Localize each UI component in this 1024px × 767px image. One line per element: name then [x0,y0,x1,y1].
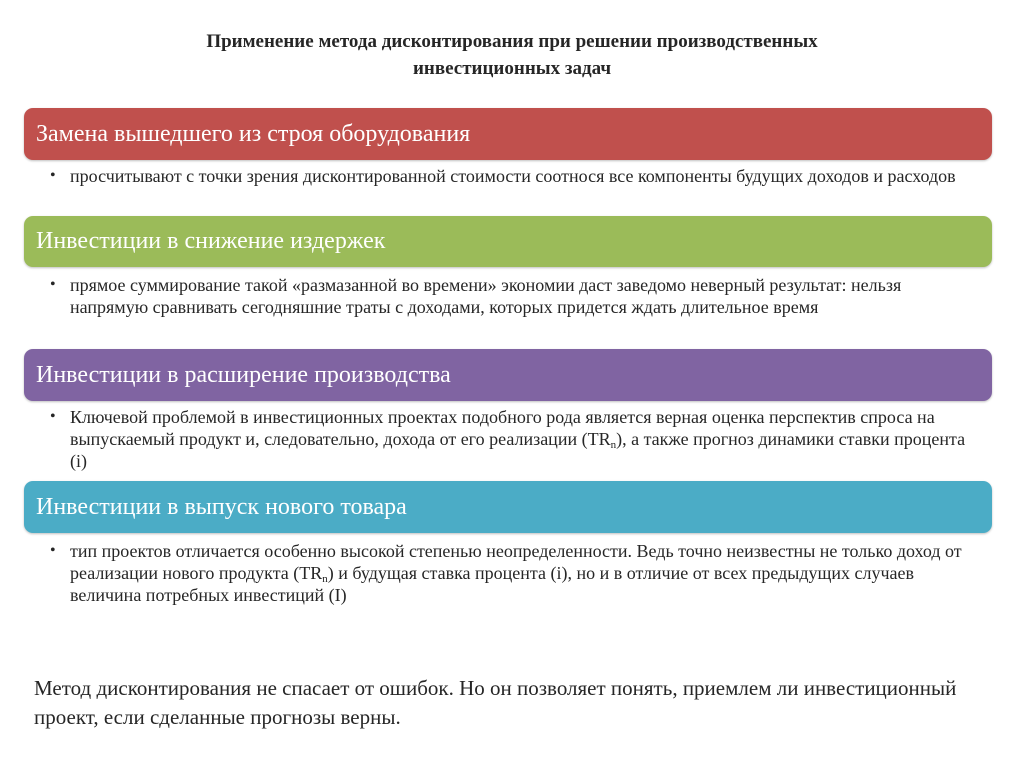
slide-title [80,28,944,82]
bullet-text-subscript: n [610,439,617,451]
bullet-item [46,274,976,318]
section-header-equipment-replacement [24,108,992,160]
section-header-label: Инвестиции в снижение издержек [36,228,386,254]
slide-title-line-1: Применение метода дисконтирования при решении производственных [206,31,818,52]
bullet-marker: • [50,408,56,425]
bullet-text: просчитывают с точки зрения дисконтированной стоимости соотнося все компоненты будущих доходов и расходов [70,166,956,186]
bullet-marker: • [50,542,56,559]
bullet-text-part: ), а также прогноз динамики ставки процента (i) [70,429,966,471]
bullet-text: прямое суммирование такой «размазанной во времени» экономии даст заведомо неверный результат: нельзя напрямую сравнивать сегодняшние траты с доходами, которых придется ждать длительное время [70,275,902,317]
section-header-new-product [24,481,992,533]
section-header-label: Инвестиции в выпуск нового товара [36,493,407,520]
bullet-text-part: тип проектов отличается особенно высокой степенью неопределенности. Ведь точно неизвестны не только доход от реализации нового продукта (TR [70,541,962,583]
bullet-marker: • [50,276,56,293]
bullet-text [70,406,976,472]
section-header-label: Замена вышедшего из строя оборудования [36,120,471,147]
conclusion-text: Метод дисконтирования не спасает от ошибок. Но он позволяет понять, приемлем ли инвестиционный проект, если сделанные прогнозы верны. [34,676,957,729]
bullet-text-part: Ключевой проблемой в инвестиционных проектах подобного рода является верная оценка перспектив спроса на выпускаемый продукт и, следовательно, дохода от его реализации (TR [70,407,935,449]
bullet-item [46,540,976,606]
bullet-item [46,406,976,472]
section-header-cost-reduction [24,216,992,267]
bullet-text [70,540,976,606]
bullet-marker: • [50,167,56,184]
section-header-label: Инвестиции в расширение производства [36,361,451,388]
section-header-production-expansion [24,349,992,401]
bullet-item [46,165,976,187]
bullet-text-part: ) и будущая ставка процента (i), но и в отличие от всех предыдущих случаев величина потребных инвестиций (I) [70,563,915,605]
slide-title-line-2: инвестиционных задач [412,58,612,79]
bullet-text-subscript: n [322,573,328,585]
